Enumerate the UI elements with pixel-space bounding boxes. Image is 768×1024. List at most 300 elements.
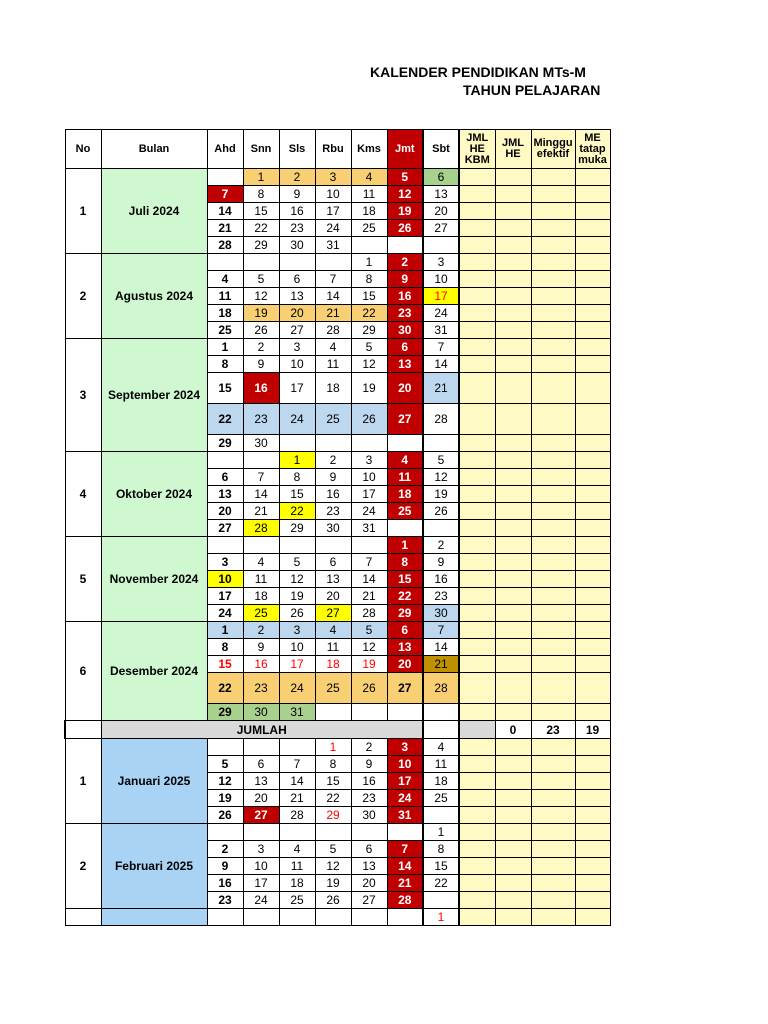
- day-cell: 30: [423, 605, 459, 622]
- header-bulan: Bulan: [101, 130, 207, 169]
- minggu-efektif-cell: [531, 373, 575, 404]
- header-jml-he-kbm: JML HE KBM: [459, 130, 495, 169]
- jml-he-cell: [495, 237, 531, 254]
- day-cell: 26: [279, 605, 315, 622]
- day-cell: 27: [387, 404, 423, 435]
- day-cell: 26: [423, 503, 459, 520]
- jml-he-cell: [495, 841, 531, 858]
- day-cell: 30: [387, 322, 423, 339]
- day-cell: 27: [387, 673, 423, 704]
- day-cell: 19: [207, 790, 243, 807]
- day-cell: [387, 435, 423, 452]
- day-cell: 6: [207, 469, 243, 486]
- week-row: [65, 824, 610, 841]
- month-name: [101, 909, 207, 926]
- day-cell: 10: [207, 571, 243, 588]
- day-cell: 4: [315, 622, 351, 639]
- day-cell: 12: [279, 571, 315, 588]
- minggu-efektif-cell: [531, 790, 575, 807]
- minggu-efektif-cell: [531, 271, 575, 288]
- me-cell: [575, 841, 610, 858]
- day-cell: 14: [423, 356, 459, 373]
- day-cell: 7: [387, 841, 423, 858]
- day-cell: 23: [243, 404, 279, 435]
- jumlah-sbt: [423, 721, 459, 739]
- day-cell: 31: [423, 322, 459, 339]
- day-cell: [351, 824, 387, 841]
- jml-he-kbm-cell: [459, 790, 495, 807]
- jml-he-kbm-cell: [459, 186, 495, 203]
- week-row: [65, 909, 610, 926]
- jml-he-cell: [495, 807, 531, 824]
- day-cell: 18: [207, 305, 243, 322]
- day-cell: 4: [387, 452, 423, 469]
- day-cell: 15: [387, 571, 423, 588]
- day-cell: 7: [243, 469, 279, 486]
- jml-he-cell: [495, 169, 531, 186]
- jml-he-kbm-cell: [459, 605, 495, 622]
- jml-he-cell: [495, 486, 531, 503]
- day-cell: 23: [279, 220, 315, 237]
- day-cell: [315, 909, 351, 926]
- minggu-efektif-cell: [531, 339, 575, 356]
- me-cell: [575, 254, 610, 271]
- minggu-efektif-cell: [531, 858, 575, 875]
- jml-he-cell: [495, 790, 531, 807]
- me-cell: [575, 435, 610, 452]
- day-cell: 17: [243, 875, 279, 892]
- day-cell: 6: [351, 841, 387, 858]
- day-cell: 1: [207, 339, 243, 356]
- day-cell: 1: [279, 452, 315, 469]
- day-cell: 26: [387, 220, 423, 237]
- day-cell: 13: [351, 858, 387, 875]
- day-cell: [207, 909, 243, 926]
- day-cell: 21: [315, 305, 351, 322]
- day-cell: [315, 824, 351, 841]
- minggu-efektif-cell: [531, 469, 575, 486]
- jml-he-cell: [495, 656, 531, 673]
- day-cell: 15: [315, 773, 351, 790]
- day-cell: 30: [351, 807, 387, 824]
- day-cell: [279, 909, 315, 926]
- day-cell: 14: [279, 773, 315, 790]
- day-cell: 7: [279, 756, 315, 773]
- day-cell: 6: [423, 169, 459, 186]
- day-cell: 6: [387, 622, 423, 639]
- day-cell: 22: [207, 673, 243, 704]
- day-cell: 13: [315, 571, 351, 588]
- day-cell: 10: [279, 356, 315, 373]
- minggu-efektif-cell: [531, 588, 575, 605]
- minggu-efektif-cell: [531, 503, 575, 520]
- minggu-efektif-cell: [531, 254, 575, 271]
- day-cell: 9: [423, 554, 459, 571]
- day-cell: 11: [387, 469, 423, 486]
- me-cell: [575, 469, 610, 486]
- jml-he-cell: [495, 356, 531, 373]
- day-cell: 22: [315, 790, 351, 807]
- minggu-efektif-cell: [531, 356, 575, 373]
- minggu-efektif-cell: [531, 288, 575, 305]
- day-cell: 9: [387, 271, 423, 288]
- day-cell: 30: [243, 704, 279, 721]
- day-cell: 18: [315, 373, 351, 404]
- day-cell: 12: [387, 186, 423, 203]
- day-cell: 21: [279, 790, 315, 807]
- day-cell: [207, 739, 243, 756]
- jml-he-kbm-cell: [459, 875, 495, 892]
- title-block: [0, 62, 608, 106]
- minggu-efektif-cell: [531, 554, 575, 571]
- day-cell: 16: [315, 486, 351, 503]
- day-cell: 8: [315, 756, 351, 773]
- jml-he-cell: [495, 404, 531, 435]
- jml-he-kbm-cell: [459, 435, 495, 452]
- day-cell: 29: [315, 807, 351, 824]
- day-cell: [351, 537, 387, 554]
- month-name: September 2024: [101, 339, 207, 452]
- day-cell: 23: [387, 305, 423, 322]
- day-cell: 3: [351, 452, 387, 469]
- jml-he-kbm-cell: [459, 554, 495, 571]
- day-cell: 3: [279, 339, 315, 356]
- me-cell: [575, 537, 610, 554]
- day-cell: 11: [279, 858, 315, 875]
- jml-he-kbm-cell: [459, 892, 495, 909]
- day-cell: 10: [351, 469, 387, 486]
- minggu-efektif-cell: [531, 404, 575, 435]
- month-name: Agustus 2024: [101, 254, 207, 339]
- day-cell: [315, 254, 351, 271]
- me-cell: [575, 404, 610, 435]
- minggu-efektif-cell: [531, 537, 575, 554]
- day-cell: 21: [387, 875, 423, 892]
- day-cell: 13: [207, 486, 243, 503]
- day-cell: [423, 807, 459, 824]
- day-cell: 9: [315, 469, 351, 486]
- jml-he-cell: [495, 639, 531, 656]
- day-cell: 28: [423, 673, 459, 704]
- day-cell: 21: [423, 373, 459, 404]
- day-cell: 20: [279, 305, 315, 322]
- day-cell: 30: [279, 237, 315, 254]
- day-cell: 5: [423, 452, 459, 469]
- minggu-efektif-cell: [531, 739, 575, 756]
- jml-he-kbm-cell: [459, 452, 495, 469]
- day-cell: 23: [351, 790, 387, 807]
- day-cell: 3: [243, 841, 279, 858]
- jml-he-cell: [495, 673, 531, 704]
- day-cell: 16: [279, 203, 315, 220]
- jml-he-kbm-cell: [459, 622, 495, 639]
- month-number: 2: [65, 824, 101, 909]
- jml-he-cell: [495, 271, 531, 288]
- jml-he-kbm-cell: [459, 704, 495, 721]
- me-cell: [575, 339, 610, 356]
- day-cell: 28: [387, 892, 423, 909]
- jumlah-kbm: [459, 721, 495, 739]
- day-cell: 10: [279, 639, 315, 656]
- day-cell: 6: [315, 554, 351, 571]
- jml-he-cell: [495, 824, 531, 841]
- day-cell: 29: [207, 435, 243, 452]
- day-cell: 26: [207, 807, 243, 824]
- day-cell: 7: [423, 622, 459, 639]
- month-name: Juli 2024: [101, 169, 207, 254]
- day-cell: 15: [207, 373, 243, 404]
- day-cell: 15: [351, 288, 387, 305]
- minggu-efektif-cell: [531, 875, 575, 892]
- day-cell: 8: [423, 841, 459, 858]
- day-cell: 16: [243, 656, 279, 673]
- day-cell: 3: [423, 254, 459, 271]
- minggu-efektif-cell: [531, 203, 575, 220]
- day-cell: 21: [423, 656, 459, 673]
- jml-he-kbm-cell: [459, 673, 495, 704]
- day-cell: [243, 537, 279, 554]
- jml-he-cell: [495, 739, 531, 756]
- day-cell: 14: [243, 486, 279, 503]
- day-cell: 1: [315, 739, 351, 756]
- me-cell: [575, 588, 610, 605]
- jml-he-cell: [495, 892, 531, 909]
- day-cell: 15: [279, 486, 315, 503]
- day-cell: 2: [315, 452, 351, 469]
- day-cell: 28: [279, 807, 315, 824]
- jumlah-row: [65, 721, 610, 739]
- jml-he-cell: [495, 704, 531, 721]
- week-row: [65, 339, 610, 356]
- me-cell: [575, 756, 610, 773]
- me-cell: [575, 271, 610, 288]
- day-cell: 24: [279, 673, 315, 704]
- day-cell: 23: [315, 503, 351, 520]
- day-cell: 25: [243, 605, 279, 622]
- jml-he-cell: [495, 773, 531, 790]
- month-number: 3: [65, 339, 101, 452]
- day-cell: 21: [351, 588, 387, 605]
- month-number: 4: [65, 452, 101, 537]
- day-cell: 11: [315, 356, 351, 373]
- day-cell: 5: [315, 841, 351, 858]
- minggu-efektif-cell: [531, 892, 575, 909]
- day-cell: 22: [387, 588, 423, 605]
- day-cell: 30: [243, 435, 279, 452]
- day-cell: 2: [243, 339, 279, 356]
- day-cell: [279, 537, 315, 554]
- day-cell: 29: [243, 237, 279, 254]
- day-cell: [387, 237, 423, 254]
- jml-he-cell: [495, 756, 531, 773]
- day-cell: 25: [207, 322, 243, 339]
- me-cell: [575, 373, 610, 404]
- day-cell: [243, 909, 279, 926]
- day-cell: 5: [351, 339, 387, 356]
- day-cell: 16: [207, 875, 243, 892]
- day-cell: 2: [351, 739, 387, 756]
- day-cell: [207, 452, 243, 469]
- day-cell: [423, 520, 459, 537]
- day-cell: [423, 237, 459, 254]
- header-no: No: [65, 130, 101, 169]
- day-cell: 31: [351, 520, 387, 537]
- day-cell: [423, 892, 459, 909]
- jml-he-cell: [495, 339, 531, 356]
- week-row: [65, 169, 610, 186]
- day-cell: 1: [387, 537, 423, 554]
- jml-he-kbm-cell: [459, 739, 495, 756]
- me-cell: [575, 452, 610, 469]
- jml-he-kbm-cell: [459, 220, 495, 237]
- jml-he-kbm-cell: [459, 254, 495, 271]
- me-cell: [575, 875, 610, 892]
- jml-he-cell: [495, 909, 531, 926]
- day-cell: 14: [315, 288, 351, 305]
- day-cell: 3: [315, 169, 351, 186]
- day-cell: 24: [387, 790, 423, 807]
- day-cell: [315, 704, 351, 721]
- day-cell: 4: [315, 339, 351, 356]
- day-cell: 11: [351, 186, 387, 203]
- header-sbt: Sbt: [423, 130, 459, 169]
- jumlah-me: 19: [575, 721, 610, 739]
- minggu-efektif-cell: [531, 169, 575, 186]
- month-number: [65, 909, 101, 926]
- day-cell: 11: [423, 756, 459, 773]
- month-name: Januari 2025: [101, 739, 207, 824]
- me-cell: [575, 220, 610, 237]
- jml-he-kbm-cell: [459, 339, 495, 356]
- day-cell: 8: [351, 271, 387, 288]
- day-cell: 27: [279, 322, 315, 339]
- me-cell: [575, 554, 610, 571]
- header-rbu: Rbu: [315, 130, 351, 169]
- jml-he-kbm-cell: [459, 656, 495, 673]
- day-cell: 16: [243, 373, 279, 404]
- day-cell: 3: [387, 739, 423, 756]
- day-cell: 17: [351, 486, 387, 503]
- day-cell: 23: [207, 892, 243, 909]
- jml-he-cell: [495, 288, 531, 305]
- calendar-body: [65, 169, 610, 926]
- day-cell: [423, 704, 459, 721]
- me-cell: [575, 203, 610, 220]
- day-cell: 25: [387, 503, 423, 520]
- day-cell: 25: [279, 892, 315, 909]
- jml-he-kbm-cell: [459, 858, 495, 875]
- day-cell: 4: [423, 739, 459, 756]
- day-cell: 13: [243, 773, 279, 790]
- day-cell: 25: [423, 790, 459, 807]
- day-cell: 12: [243, 288, 279, 305]
- month-name: Desember 2024: [101, 622, 207, 721]
- minggu-efektif-cell: [531, 639, 575, 656]
- jml-he-kbm-cell: [459, 203, 495, 220]
- month-name: Februari 2025: [101, 824, 207, 909]
- jml-he-cell: [495, 305, 531, 322]
- day-cell: 5: [207, 756, 243, 773]
- day-cell: 2: [279, 169, 315, 186]
- day-cell: 25: [351, 220, 387, 237]
- me-cell: [575, 356, 610, 373]
- calendar-title: KALENDER PENDIDIKAN MTs-M: [370, 64, 586, 80]
- day-cell: 13: [387, 639, 423, 656]
- day-cell: 4: [207, 271, 243, 288]
- day-cell: [207, 537, 243, 554]
- day-cell: 15: [207, 656, 243, 673]
- jumlah-label: JUMLAH: [101, 721, 423, 739]
- day-cell: [423, 435, 459, 452]
- minggu-efektif-cell: [531, 807, 575, 824]
- day-cell: 20: [351, 875, 387, 892]
- day-cell: 6: [243, 756, 279, 773]
- day-cell: [207, 169, 243, 186]
- day-cell: 8: [207, 639, 243, 656]
- jml-he-cell: [495, 452, 531, 469]
- day-cell: 27: [207, 520, 243, 537]
- day-cell: 6: [387, 339, 423, 356]
- day-cell: [207, 254, 243, 271]
- jml-he-kbm-cell: [459, 305, 495, 322]
- minggu-efektif-cell: [531, 673, 575, 704]
- day-cell: 21: [207, 220, 243, 237]
- day-cell: 4: [243, 554, 279, 571]
- me-cell: [575, 673, 610, 704]
- day-cell: 10: [243, 858, 279, 875]
- jml-he-kbm-cell: [459, 469, 495, 486]
- me-cell: [575, 169, 610, 186]
- jml-he-kbm-cell: [459, 373, 495, 404]
- day-cell: [351, 909, 387, 926]
- minggu-efektif-cell: [531, 452, 575, 469]
- me-cell: [575, 186, 610, 203]
- day-cell: 15: [243, 203, 279, 220]
- day-cell: [279, 739, 315, 756]
- header-jmt: Jmt: [387, 130, 423, 169]
- day-cell: 27: [351, 892, 387, 909]
- day-cell: 20: [387, 656, 423, 673]
- header-jml-he: JML HE: [495, 130, 531, 169]
- day-cell: 7: [423, 339, 459, 356]
- day-cell: [207, 824, 243, 841]
- day-cell: 2: [207, 841, 243, 858]
- day-cell: 29: [387, 605, 423, 622]
- jml-he-kbm-cell: [459, 841, 495, 858]
- day-cell: [351, 704, 387, 721]
- day-cell: 25: [315, 673, 351, 704]
- day-cell: 17: [387, 773, 423, 790]
- header-sls: Sls: [279, 130, 315, 169]
- me-cell: [575, 237, 610, 254]
- day-cell: 17: [207, 588, 243, 605]
- day-cell: 23: [243, 673, 279, 704]
- minggu-efektif-cell: [531, 220, 575, 237]
- minggu-efektif-cell: [531, 622, 575, 639]
- me-cell: [575, 892, 610, 909]
- jml-he-cell: [495, 469, 531, 486]
- jml-he-cell: [495, 186, 531, 203]
- header-kms: Kms: [351, 130, 387, 169]
- day-cell: 11: [315, 639, 351, 656]
- day-cell: 26: [243, 322, 279, 339]
- day-cell: 26: [315, 892, 351, 909]
- minggu-efektif-cell: [531, 186, 575, 203]
- jml-he-kbm-cell: [459, 571, 495, 588]
- month-name: Oktober 2024: [101, 452, 207, 537]
- day-cell: 2: [423, 537, 459, 554]
- day-cell: 10: [315, 186, 351, 203]
